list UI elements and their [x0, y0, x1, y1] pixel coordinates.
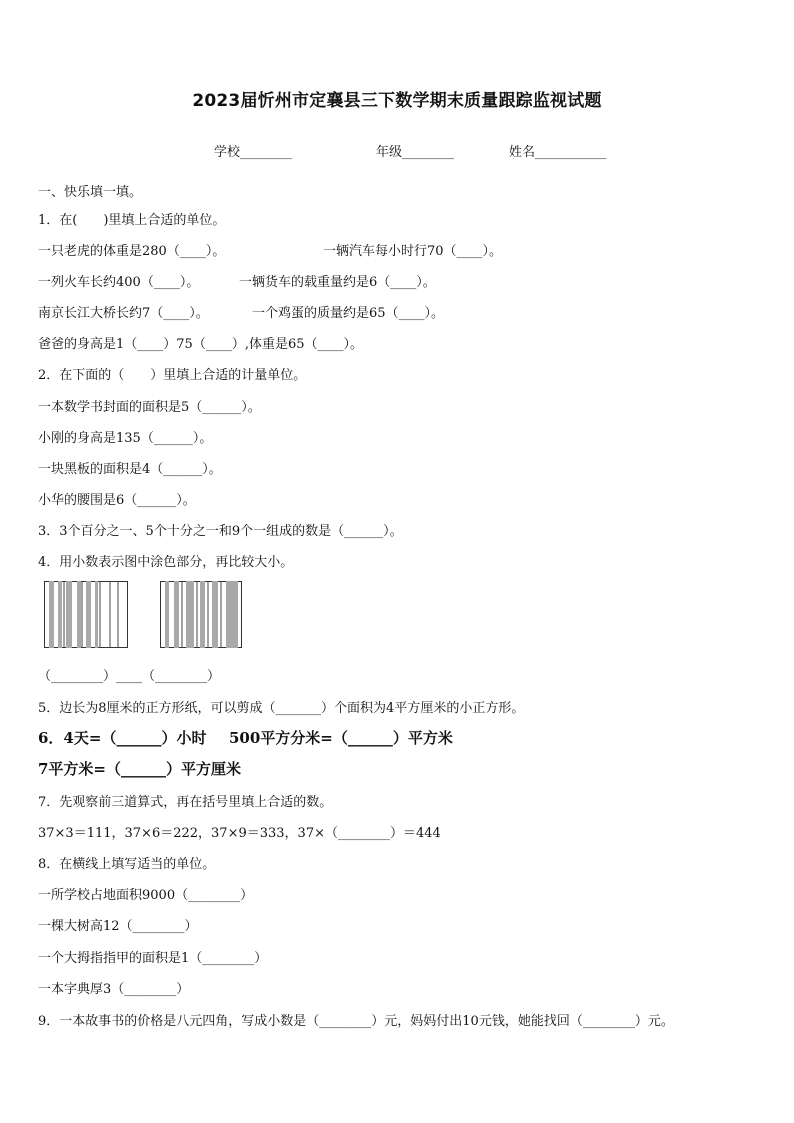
question-1: 1．在( )里填上合适的单位。 [38, 213, 226, 228]
question-3: 3．3个百分之一、5个十分之一和9个一组成的数是（______）。 [38, 524, 403, 539]
section-heading: 一、快乐填一填。 [38, 185, 143, 200]
q1-item-egg: 一个鸡蛋的质量约是65（____）。 [252, 306, 445, 321]
stripe-2 [58, 581, 62, 648]
q2-item-book: 一本数学书封面的面积是5（______）。 [38, 400, 261, 415]
q1-item-bridge: 南京长江大桥长约7（____）。 [38, 306, 209, 321]
stripe-6 [226, 581, 238, 648]
question-6-c: 7平方米=（______）平方厘米 [38, 760, 242, 778]
question-2: 2．在下面的（ ）里填上合适的计量单位。 [38, 368, 307, 383]
q2-item-height: 小刚的身高是135（______）。 [38, 431, 213, 446]
stripe-2 [174, 581, 179, 648]
q1-item-truck: 一辆货车的载重量约是6（____）。 [239, 275, 436, 290]
name-field: 姓名___________ [509, 145, 607, 160]
q2-item-blackboard: 一块黑板的面积是4（______）。 [38, 462, 222, 477]
question-6-b: 500平方分米=（______）平方米 [229, 729, 453, 747]
q1-item-tiger: 一只老虎的体重是280（____）。 [38, 244, 226, 259]
q1-item-train: 一列火车长约400（____）。 [38, 275, 200, 290]
figure-right-svg [160, 581, 242, 648]
stripe-5 [86, 581, 91, 648]
question-8: 8．在横线上填写适当的单位。 [38, 857, 216, 872]
question-7: 7．先观察前三道算式，再在括号里填上合适的数。 [38, 795, 333, 810]
stripe-3 [66, 581, 72, 648]
stripe-3 [186, 581, 194, 648]
stripe-4 [200, 581, 205, 648]
q8-item-dictionary: 一本字典厚3（________） [38, 982, 190, 997]
school-field: 学校________ [214, 145, 293, 160]
q8-item-thumbnail: 一个大拇指指甲的面积是1（________） [38, 951, 268, 966]
figure-left-svg [44, 581, 128, 648]
stripe-1 [165, 581, 169, 648]
stripe-6 [95, 581, 98, 648]
q1-item-car: 一辆汽车每小时行70（____）。 [323, 244, 503, 259]
question-5: 5．边长为8厘米的正方形纸，可以剪成（_______）个面积为4平方厘米的小正方形。 [38, 701, 525, 716]
question-6-a: 6．4天=（______）小时 [38, 729, 207, 747]
q2-item-waist: 小华的腰围是6（______）。 [38, 493, 196, 508]
question-9: 9．一本故事书的价格是八元四角，写成小数是（________）元，妈妈付出10元钱，她能找回（________）元。 [38, 1014, 674, 1029]
q8-item-school: 一所学校占地面积9000（________） [38, 888, 254, 903]
q1-item-father: 爸爸的身高是1（____）75（____）,体重是65（____）。 [38, 337, 363, 352]
q7-equations: 37×3＝111，37×6＝222，37×9＝333，37×（________）＝444 [38, 826, 441, 841]
stripe-4 [77, 581, 81, 648]
page-title: 2023届忻州市定襄县三下数学期末质量跟踪监视试题 [192, 91, 602, 111]
question-4: 4．用小数表示图中涂色部分，再比较大小。 [38, 555, 294, 570]
stripe-5 [212, 581, 218, 648]
grade-field: 年级________ [376, 145, 455, 160]
stripe-1 [49, 581, 54, 648]
q8-item-tree: 一棵大树高12（________） [38, 919, 198, 934]
q4-answer-blanks: （________）____（________） [38, 669, 221, 684]
